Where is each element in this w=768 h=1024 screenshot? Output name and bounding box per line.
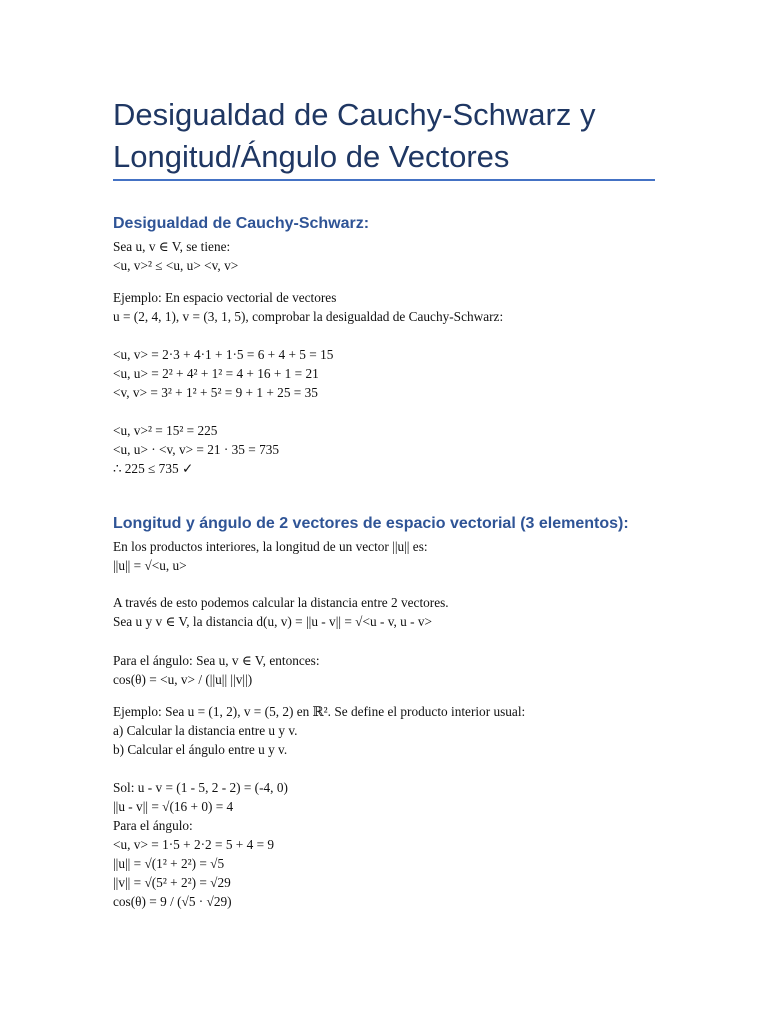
text-line: Ejemplo: En espacio vectorial de vectores [113, 290, 337, 305]
text-line: ||u - v|| = √(16 + 0) = 4 [113, 799, 234, 814]
text-line: <v, v> = 3² + 1² + 5² = 9 + 1 + 25 = 35 [113, 385, 318, 400]
text-line: <u, v>² ≤ <u, u> <v, v> [113, 258, 239, 273]
section-heading-cauchy-schwarz: Desigualdad de Cauchy-Schwarz: [113, 215, 370, 232]
section-heading-longitud-angulo: Longitud y ángulo de 2 vectores de espacio vectorial (3 elementos): [113, 515, 629, 532]
text-line: Para el ángulo: Sea u, v ∈ V, entonces: [113, 653, 320, 668]
text-line: cos(θ) = <u, v> / (||u|| ||v||) [113, 672, 253, 687]
text-line: Sol: u - v = (1 - 5, 2 - 2) = (-4, 0) [113, 780, 288, 795]
text-line: <u, v> = 2·3 + 4·1 + 1·5 = 6 + 4 + 5 = 15 [113, 347, 334, 362]
text-line: ∴ 225 ≤ 735 ✓ [113, 461, 194, 476]
text-line: Para el ángulo: [113, 818, 193, 833]
document-title: Desigualdad de Cauchy-Schwarz y Longitud/Ángulo de Vectores [113, 97, 596, 174]
text-line: ||v|| = √(5² + 2²) = √29 [113, 875, 231, 890]
text-line: Ejemplo: Sea u = (1, 2), v = (5, 2) en ℝ². Se define el producto interior usual: [113, 704, 526, 719]
text-line: <u, u> · <v, v> = 21 · 35 = 735 [113, 442, 280, 457]
text-line: cos(θ) = 9 / (√5 · √29) [113, 894, 232, 909]
text-line: <u, v>² = 15² = 225 [113, 423, 218, 438]
text-line: <u, u> = 2² + 4² + 1² = 4 + 16 + 1 = 21 [113, 366, 319, 381]
text-line: b) Calcular el ángulo entre u y v. [113, 742, 288, 757]
title-underline [113, 179, 655, 181]
text-line: ||u|| = √<u, u> [113, 558, 187, 573]
text-line: <u, v> = 1·5 + 2·2 = 5 + 4 = 9 [113, 837, 275, 852]
text-line: A través de esto podemos calcular la distancia entre 2 vectores. [113, 595, 449, 610]
text-line: ||u|| = √(1² + 2²) = √5 [113, 856, 225, 871]
text-line: Sea u y v ∈ V, la distancia d(u, v) = ||u - v|| = √<u - v, u - v> [113, 614, 433, 629]
text-line: En los productos interiores, la longitud de un vector ||u|| es: [113, 539, 428, 554]
text-line: a) Calcular la distancia entre u y v. [113, 723, 298, 738]
text-line: Sea u, v ∈ V, se tiene: [113, 239, 231, 254]
text-line: u = (2, 4, 1), v = (3, 1, 5), comprobar la desigualdad de Cauchy-Schwarz: [113, 309, 504, 324]
